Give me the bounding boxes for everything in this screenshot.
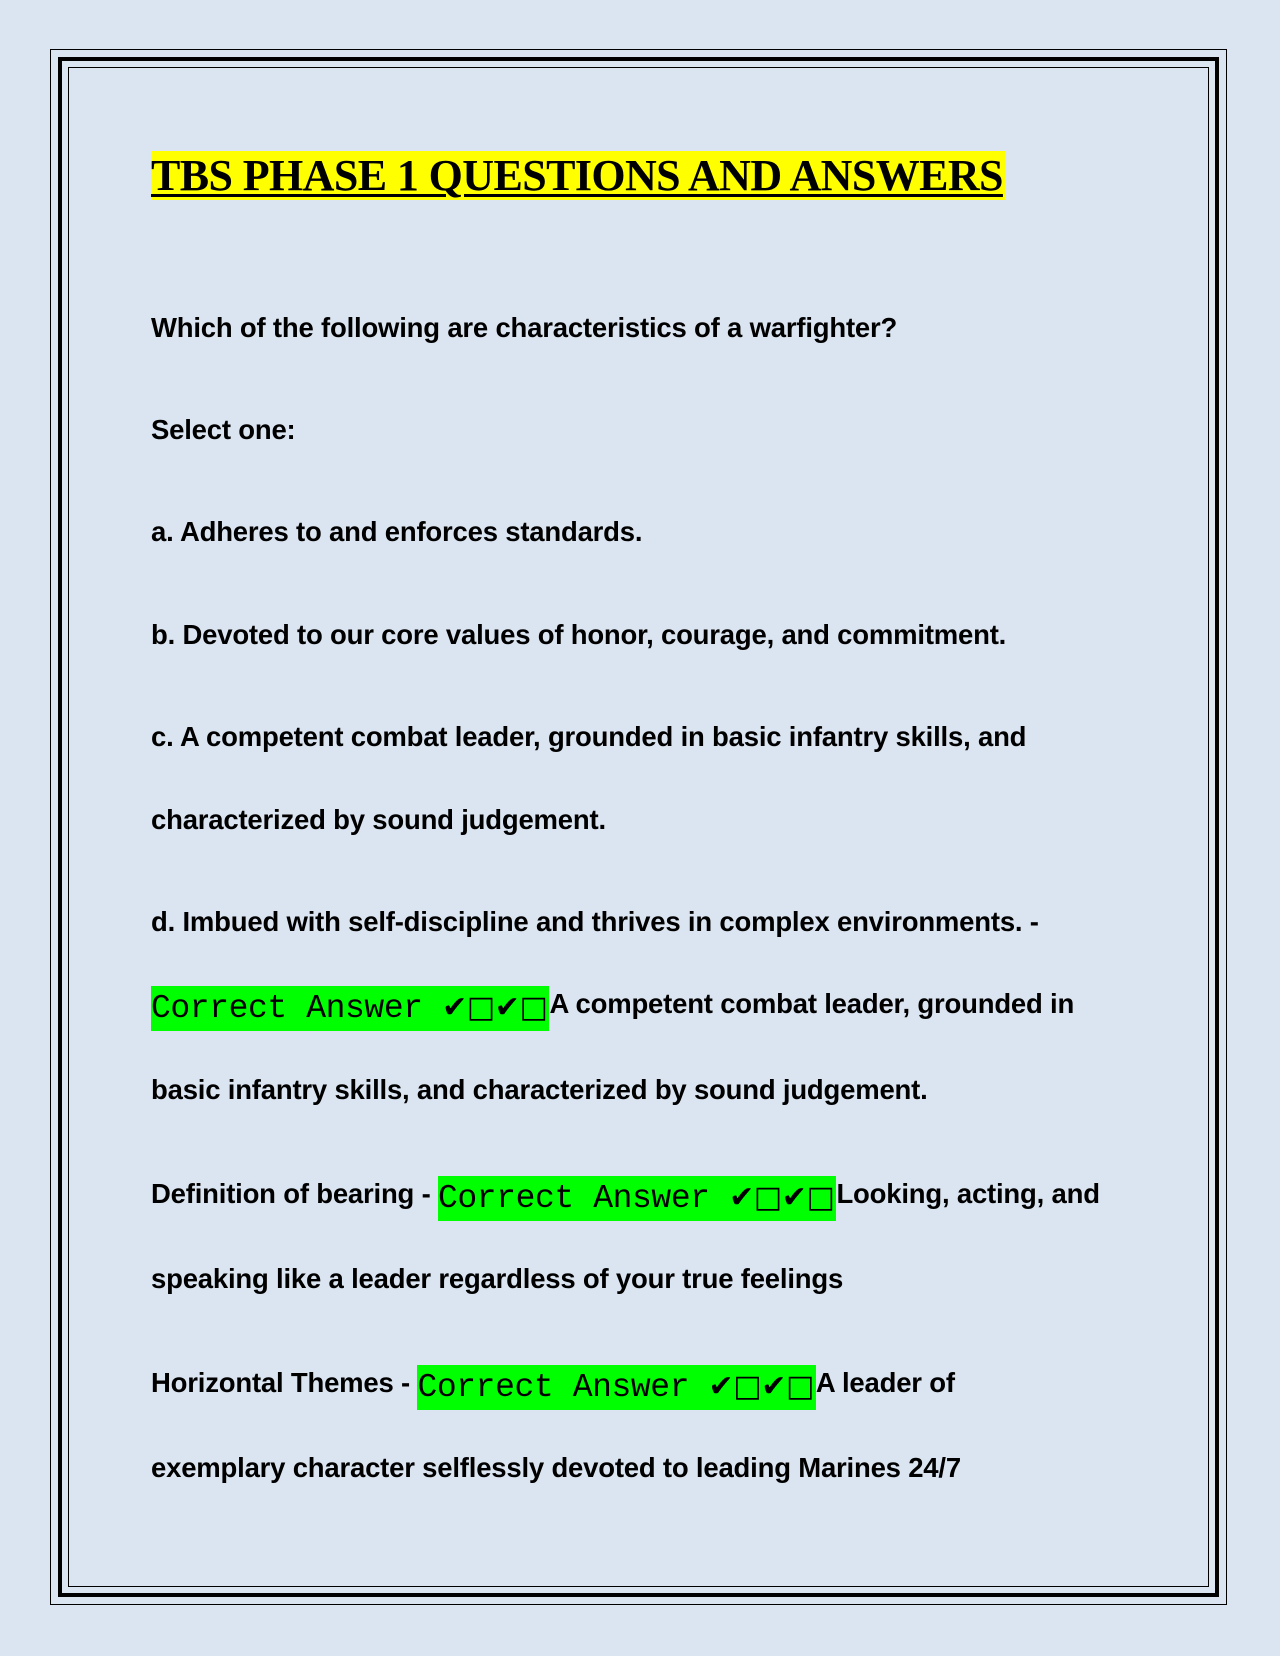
- correct-answer-label: Correct Answer: [438, 1180, 710, 1217]
- question-1-instruction: Select one:: [151, 414, 296, 445]
- question-2-line-2: speaking like a leader regardless of your true feelings: [151, 1263, 844, 1294]
- check-marks-icon: ✔□✔□: [442, 990, 548, 1025]
- question-3-line-1: [151, 1363, 955, 1410]
- question-1-answer-line-2: basic infantry skills, and characterized by sound judgement.: [151, 1074, 928, 1105]
- term-label: Definition of bearing -: [151, 1178, 431, 1209]
- correct-answer-label: Correct Answer: [417, 1369, 690, 1406]
- correct-answer-highlight: [438, 1176, 836, 1221]
- option-a: a. Adheres to and enforces standards.: [151, 516, 643, 547]
- term-label: Horizontal Themes -: [151, 1367, 411, 1398]
- check-marks-icon: ✔□✔□: [708, 1369, 814, 1404]
- correct-answer-label: Correct Answer: [151, 990, 423, 1027]
- question-2-line-1: [151, 1174, 1100, 1221]
- question-1-answer-line-1: [151, 984, 1074, 1031]
- option-c-line-2: characterized by sound judgement.: [151, 804, 606, 835]
- question-1: Which of the following are characteristics of a warfighter?: [151, 312, 898, 343]
- answer-text: A competent combat leader, grounded in: [549, 988, 1075, 1019]
- option-d: d. Imbued with self-discipline and thrives in complex environments. -: [151, 906, 1039, 937]
- check-marks-icon: ✔□✔□: [729, 1180, 835, 1215]
- correct-answer-highlight: [151, 986, 549, 1031]
- answer-text: A leader of: [815, 1367, 955, 1398]
- title-highlight: TBS PHASE 1 QUESTIONS AND ANSWERS: [151, 151, 1003, 200]
- answer-text: Looking, acting, and: [836, 1178, 1100, 1209]
- correct-answer-highlight: [417, 1365, 815, 1410]
- document-title: [151, 150, 1005, 202]
- option-b: b. Devoted to our core values of honor, courage, and commitment.: [151, 619, 1007, 650]
- option-c-line-1: c. A competent combat leader, grounded in basic infantry skills, and: [151, 721, 1027, 752]
- question-3-line-2: exemplary character selflessly devoted to leading Marines 24/7: [151, 1452, 961, 1483]
